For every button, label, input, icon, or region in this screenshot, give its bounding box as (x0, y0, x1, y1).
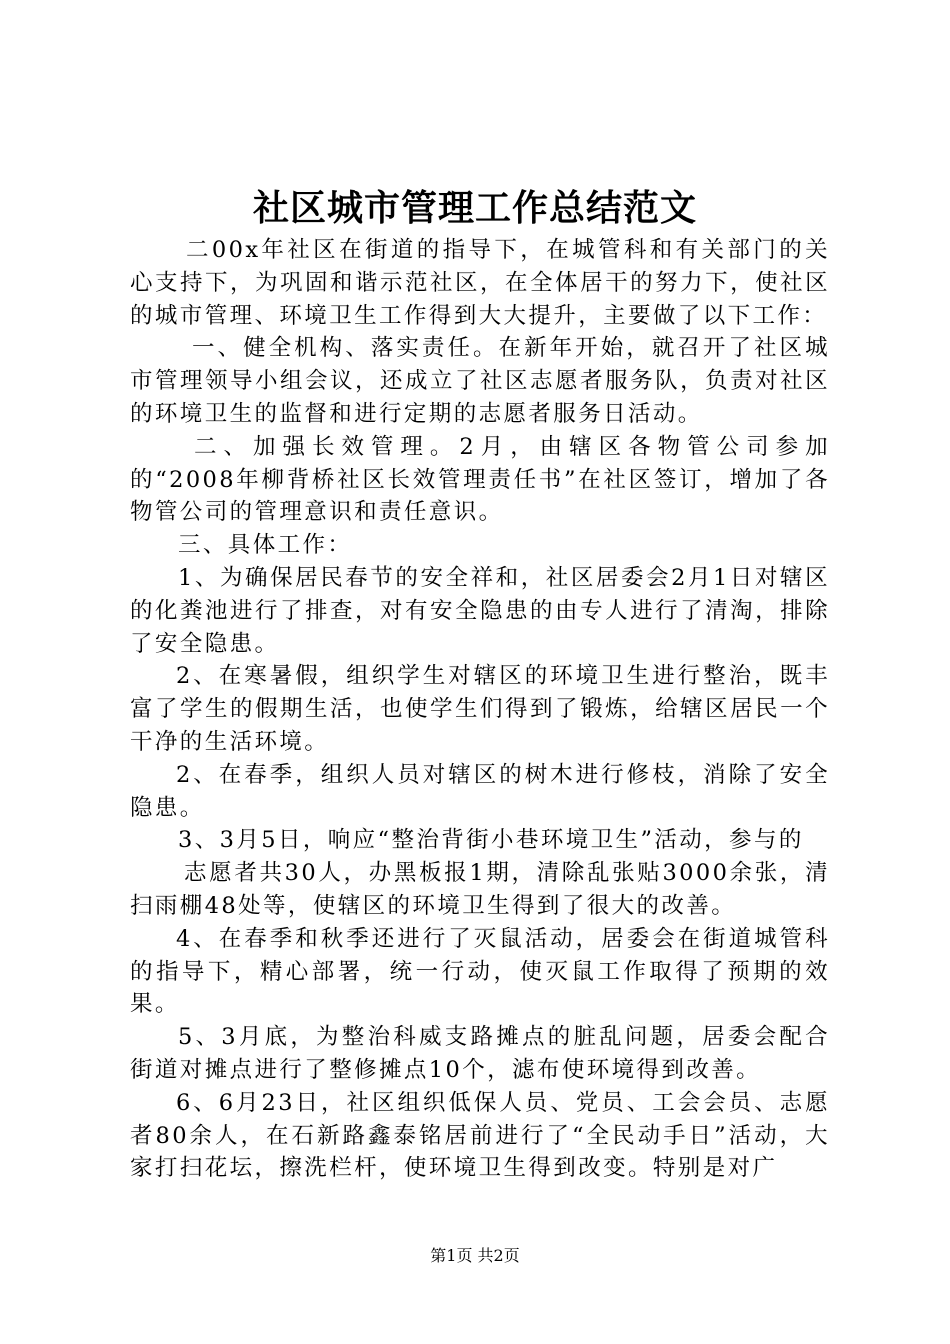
page-footer: 第1页 共2页 (430, 1246, 520, 1265)
paragraph-section-1: 一、健全机构、落实责任。在新年开始，就召开了社区城市管理领导小组会议，还成立了社区志愿者服务队，负责对社区的环境卫生的监督和进行定期的志愿者服务日活动。 (130, 335, 830, 427)
document-body (130, 234, 830, 1185)
paragraph-item-2b: 2、在春季，组织人员对辖区的树木进行修枝，消除了安全隐患。 (130, 761, 830, 821)
paragraph-item-2a: 2、在寒暑假，组织学生对辖区的环境卫生进行整治，既丰富了学生的假期生活，也使学生们得到了锻炼，给辖区居民一个干净的生活环境。 (130, 663, 830, 755)
paragraph-section-2: 二、加强长效管理。2月，由辖区各物管公司参加的“2008年柳背桥社区长效管理责任书”在社区签订，增加了各物管公司的管理意识和责任意识。 (130, 433, 830, 526)
paragraph-intro: 二00x年社区在街道的指导下，在城管科和有关部门的关心支持下，为巩固和谐示范社区，在全体居干的努力下，使社区的城市管理、环境卫生工作得到大大提升，主要做了以下工作： (130, 237, 830, 329)
paragraph-section-3-heading: 三、具体工作： (178, 532, 353, 559)
paragraph-item-3: 3、3月5日，响应“整治背街小巷环境卫生”活动，参与的 (178, 827, 804, 854)
paragraph-item-6: 6、6月23日，社区组织低保人员、党员、工会会员、志愿者80余人，在石新路鑫泰铭居前进行了“全民动手日”活动，大家打扫花坛，擦洗栏杆，使环境卫生得到改变。特别是对广 (130, 1089, 830, 1182)
paragraph-item-4: 4、在春季和秋季还进行了灭鼠活动，居委会在街道城管科的指导下，精心部署，统一行动，使灭鼠工作取得了预期的效果。 (130, 925, 830, 1018)
paragraph-item-3-continued: 志愿者共30人，办黑板报1期，清除乱张贴3000余张，清扫雨棚48处等，使辖区的环境卫生得到了很大的改善。 (130, 860, 830, 919)
paragraph-item-1: 1、为确保居民春节的安全祥和，社区居委会2月1日对辖区的化粪池进行了排查，对有安全隐患的由专人进行了清淘，排除了安全隐患。 (130, 564, 830, 657)
paragraph-item-5: 5、3月底，为整治科威支路摊点的脏乱问题，居委会配合街道对摊点进行了整修摊点10个，滤布使环境得到改善。 (130, 1024, 830, 1083)
document-title: 社区城市管理工作总结范文 (252, 187, 697, 229)
